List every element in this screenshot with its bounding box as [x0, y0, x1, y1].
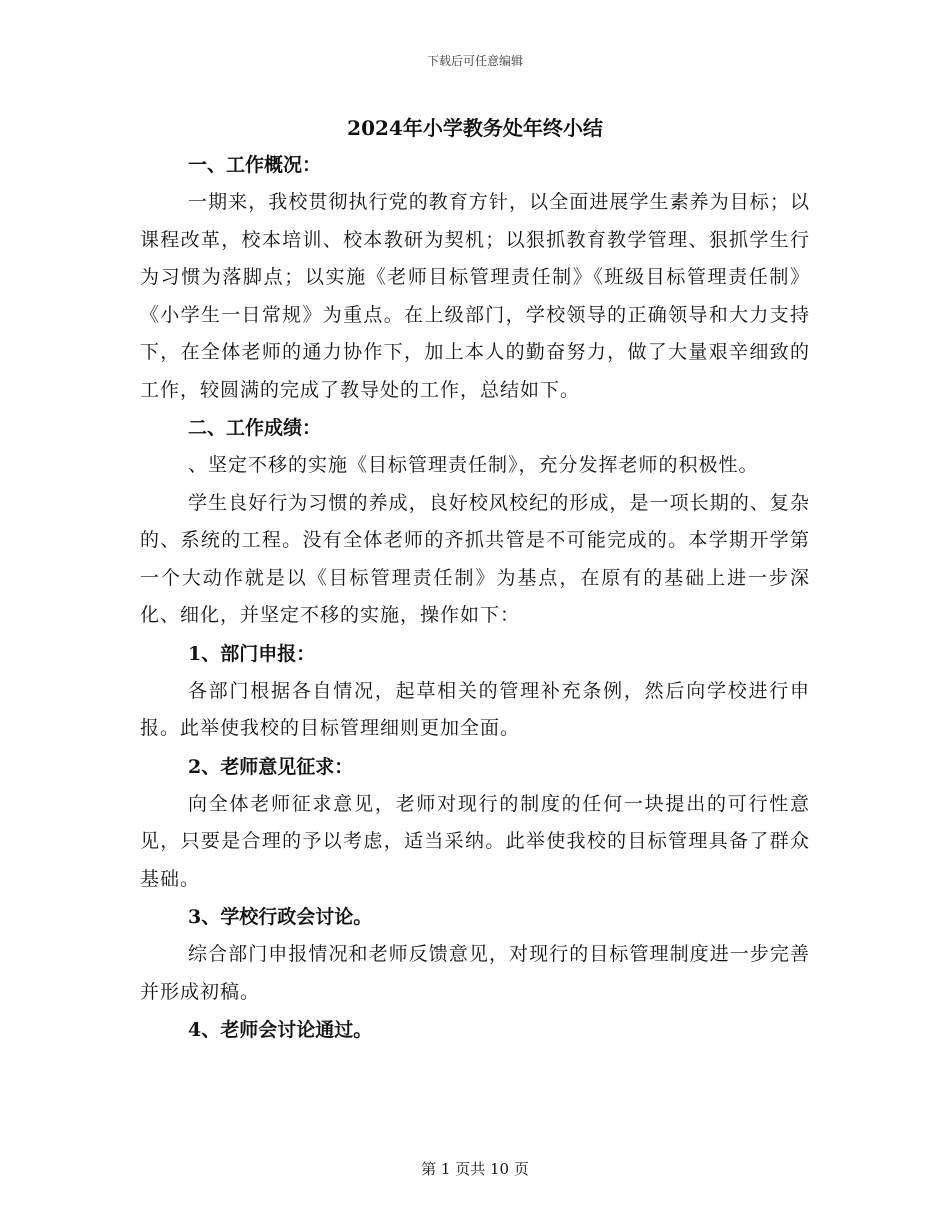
document-title: 2024年小学教务处年终小结 — [347, 116, 603, 140]
subsection-heading: 2、老师意见征求： — [188, 755, 354, 778]
section-heading: 一、工作概况： — [188, 154, 322, 176]
paragraph: 向全体老师征求意见，老师对现行的制度的任何一块提出的可行性意见，只要是合理的予以考虑，适当采纳。此举使我校的目标管理具备了群众基础。 — [140, 792, 810, 890]
subsection-heading: 3、学校行政会讨论。 — [188, 906, 373, 928]
paragraph: 学生良好行为习惯的养成，良好校风校纪的形成，是一项长期的、复杂的、系统的工程。没有全体老师的齐抓共管是不可能完成的。本学期开学第一个大动作就是以《目标管理责任制》为基点，在原有的基础上进一步深化、细化，并坚定不移的实施，操作如下： — [140, 491, 810, 626]
document-body — [140, 112, 810, 1049]
subsection-heading: 1、部门申报： — [188, 642, 316, 665]
paragraph: 一期来，我校贯彻执行党的教育方针，以全面进展学生素养为目标；以课程改革，校本培训、校本教研为契机；以狠抓教育教学管理、狠抓学生行为习惯为落脚点；以实施《老师目标管理责任制》《班级目标管理责任制》《小学生一日常规》为重点。在上级部门，学校领导的正确领导和大力支持下，在全体老师的通力协作下，加上本人的勤奋努力，做了大量艰辛细致的工作，较圆满的完成了教导处的工作，总结如下。 — [140, 191, 810, 401]
paragraph: 各部门根据各自情况，起草相关的管理补充条例，然后向学校进行申报。此举使我校的目标管理细则更加全面。 — [140, 679, 810, 739]
section-heading: 二、工作成绩： — [188, 417, 322, 439]
paragraph: 、坚定不移的实施《目标管理责任制》，充分发挥老师的积极性。 — [188, 454, 759, 476]
paragraph: 综合部门申报情况和老师反馈意见，对现行的目标管理制度进一步完善并形成初稿。 — [140, 943, 810, 1003]
page-header-note: 下载后可任意编辑 — [426, 54, 523, 68]
page-number-footer: 第 1 页共 10 页 — [421, 1160, 529, 1178]
subsection-heading: 4、老师会讨论通过。 — [188, 1019, 373, 1041]
